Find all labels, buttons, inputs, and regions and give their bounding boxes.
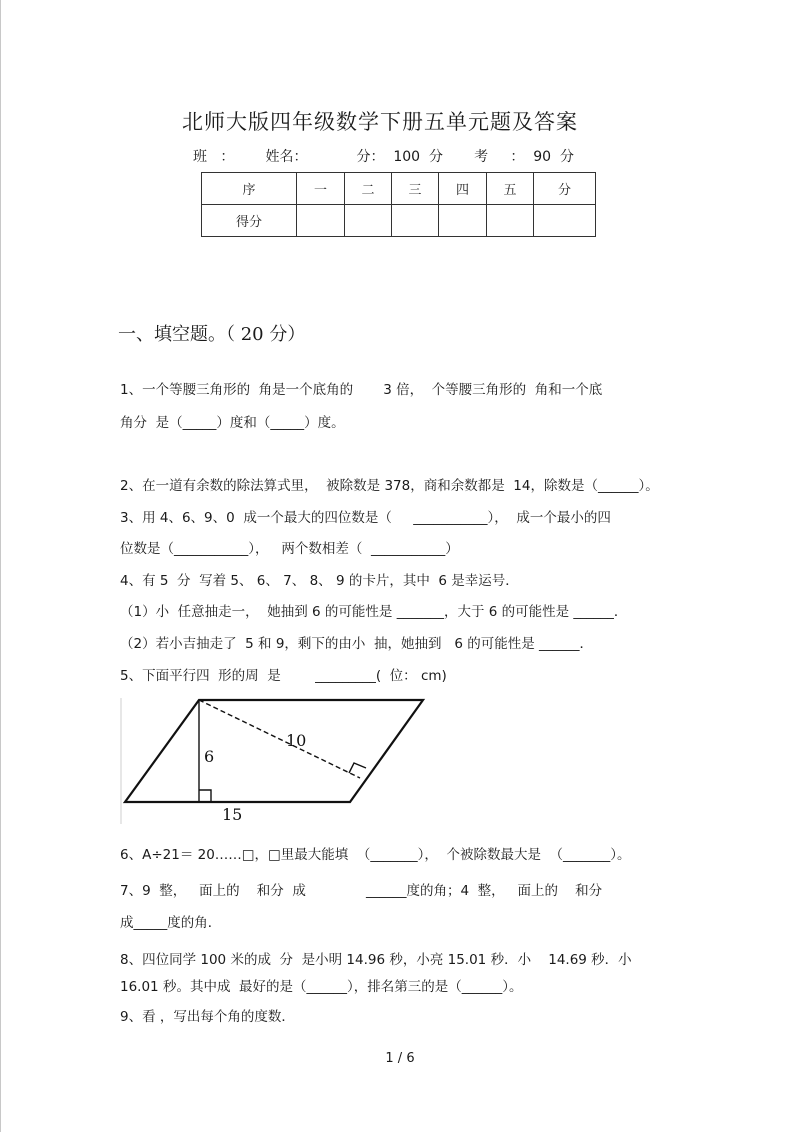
height-dashed-line: [199, 700, 360, 778]
score-header-cell: 序: [202, 173, 297, 205]
score-cell: [439, 205, 487, 237]
score-cell: [487, 205, 534, 237]
score-cell: [345, 205, 392, 237]
question-line: 3、用 4、6、9、0 成一个最大的四位数是（ ___________）， 成一个最小的四: [120, 510, 611, 526]
question-line: 5、下面平行四 形的周 是 _________( 位： cm): [120, 668, 447, 684]
score-header-cell: 二: [345, 173, 392, 205]
question-line: 6、A÷21＝ 20……□，□里最大能填 （_______）， 个被除数最大是 （_______）。: [120, 847, 631, 863]
score-header-cell: 四: [439, 173, 487, 205]
score-cell: [297, 205, 345, 237]
page-title: 北师大版四年级数学下册五单元题及答案: [182, 110, 578, 134]
label-6: 6: [204, 747, 215, 766]
score-header-cell: 三: [392, 173, 439, 205]
right-angle-mark: [199, 790, 211, 802]
score-header-cell: 五: [487, 173, 534, 205]
question-line: （1）小 任意抽走一， 她抽到 6 的可能性是 _______，大于 6 的可能性是 ______．: [120, 604, 628, 620]
question-line: 7、9 整， 面上的 和分 成 ______度的角；4 整， 面上的 和分: [120, 883, 603, 899]
score-header-cell: 一: [297, 173, 345, 205]
score-cell: [534, 205, 596, 237]
label-10: 10: [286, 731, 307, 750]
question-line: 8、四位同学 100 米的成 分 是小明 14.96 秒，小亮 15.01 秒．小 14.69 秒．小: [120, 952, 632, 968]
question-line: 2、在一道有余数的除法算式里， 被除数是 378，商和余数都是 14，除数是（______）。: [120, 478, 659, 494]
parallelogram-shape: [125, 700, 423, 802]
question-line: （2）若小吉抽走了 5 和 9，剩下的由小 抽，她抽到 6 的可能性是 ______．: [120, 636, 594, 652]
page-border: [0, 0, 1, 1132]
question-line: 角分 是（_____）度和（_____）度。: [120, 415, 345, 431]
question-line: 成_____度的角．: [120, 915, 222, 931]
score-row-label: 得分: [202, 205, 297, 237]
question-line: 位数是（___________）， 两个数相差（ ___________）: [120, 541, 459, 557]
parallelogram-figure: [120, 698, 430, 826]
score-cell: [392, 205, 439, 237]
score-table: [201, 172, 596, 237]
label-15: 15: [222, 805, 243, 824]
exam-meta: 班 ： 姓名： 分： 100 分 考 ： 90 分: [193, 149, 574, 165]
question-line: 4、有 5 分 写着 5、 6、 7、 8、 9 的卡片，其中 6 是幸运号．: [120, 573, 519, 589]
question-line: 1、一个等腰三角形的 角是一个底角的 3 倍， 个等腰三角形的 角和一个底: [120, 382, 603, 398]
score-table-row: [202, 205, 596, 237]
score-table-header: [202, 173, 596, 205]
section-heading: 一、填空题。（ 20 分）: [118, 324, 306, 345]
page-number: 1 / 6: [385, 1051, 415, 1066]
score-header-cell: 分: [534, 173, 596, 205]
question-line: 16.01 秒。其中成 最好的是（______），排名第三的是（______）。: [120, 979, 523, 995]
question-line: 9、看 ，写出每个角的度数．: [120, 1009, 295, 1025]
right-angle-mark: [349, 763, 366, 773]
